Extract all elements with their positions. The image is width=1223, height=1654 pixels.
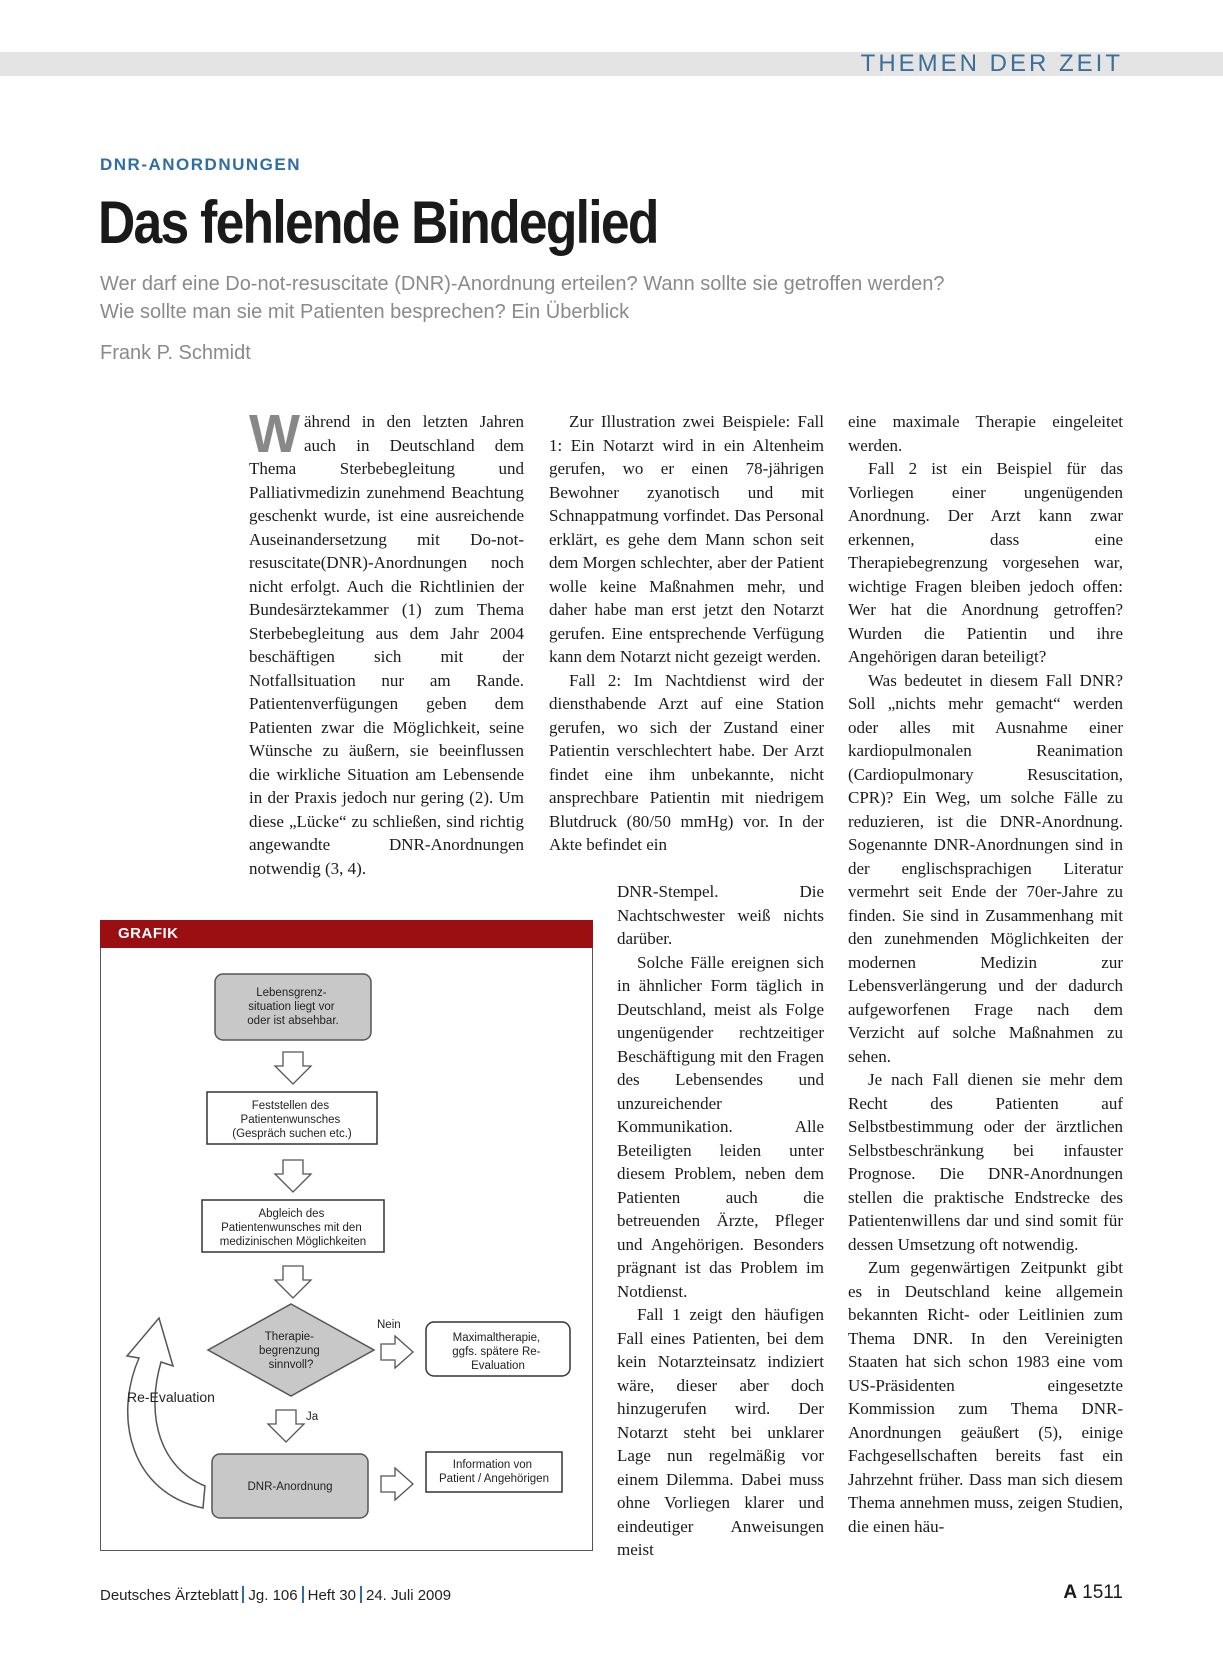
paragraph: [249, 404, 524, 880]
text-line: Information von: [452, 1459, 533, 1471]
label-nein: Nein: [377, 1319, 401, 1331]
figure-body: [100, 948, 593, 1551]
body-column-2-top: [549, 410, 824, 857]
text-line: Patient / Angehörigen: [439, 1473, 549, 1485]
text-line: Evaluation: [471, 1360, 525, 1372]
arrow-down: [268, 1410, 304, 1442]
article-kicker: DNR-ANORDNUNGEN: [100, 155, 301, 174]
flowchart-figure: [100, 920, 593, 1552]
paragraph-text: ährend in den letzten Jahren auch in Deutschland dem Thema Sterbebegleitung und Palliativmedizin zunehmend Beachtung geschenkt wurde, ist eine ausreichende Auseinandersetzung mit Do-not-resuscitate(DNR)-Anordnungen noch nicht erfolgt. Auch die Richtlinien der Bundesärztekammer (1) zum Thema Sterbebegleitung aus dem Jahr 2004 beschäftigen sich mit der Notfallsituation nur am Rande. Patientenverfügungen geben dem Patienten zwar die Möglichkeit, seine Wünsche zu äußern, sie beeinflussen die wirkliche Situation am Lebensende in der Praxis jedoch nur gering (2). Um diese „Lücke“ zu schließen, sind richtig angewandte DNR-Anordnungen notwendig (3, 4).: [249, 412, 524, 878]
text-line: Therapie-: [264, 1331, 315, 1343]
paragraph: Je nach Fall dienen sie mehr dem Recht des Patienten auf Selbstbestimmung oder der ärztlichen Selbstbeschränkung bei infauster Prognose. Die DNR-Anordnungen stellen die praktische Endstrecke des Patientenwillens dar und sind somit für dessen Umsetzung oft notwendig.: [848, 1070, 1123, 1254]
journal-issue: Heft 30: [307, 1587, 356, 1604]
text-line: oder ist absehbar.: [247, 1015, 339, 1027]
page-number: [1063, 1582, 1123, 1604]
arrow-down: [275, 1052, 311, 1084]
text-line: Patientenwunsches: [240, 1114, 341, 1126]
paragraph: Solche Fälle ereignen sich in ähnlicher Form täglich in Deutschland, meist als Folge ungenügender rechtzeitiger Beschäftigung mit den Fragen des Lebensendes und unzureichender Kommunikation. Alle Beteiligten leiden unter diesem Problem, neben dem Patienten auch die betreuenden Ärzte, Pfleger und Angehörigen. Besonders prägnant ist das Problem im Notdienst.: [617, 952, 824, 1301]
paragraph: Zum gegenwärtigen Zeitpunkt gibt es in Deutschland keine allgemein bekannten Richt- oder Leitlinien zum Thema DNR. In den Vereinigten Staaten hat sich schon 1983 eine vom US-Präsidenten eingesetzte Kommission zum Thema DNR-Anordnungen geäußert (5), einige Fachgesellschaften bereits fast ein Jahrzehnt früher. Dass man sich diesem Thema annehmen muss, zeigen Studien, die einen häu-: [848, 1258, 1123, 1536]
journal-volume: Jg. 106: [248, 1587, 298, 1604]
box-lebensgrenzsituation-text: [247, 987, 338, 1027]
page-prefix: A: [1063, 1582, 1078, 1603]
separator: [360, 1586, 362, 1603]
text-line: Maximaltherapie,: [452, 1332, 541, 1344]
paragraph: Fall 1 zeigt den häufigen Fall eines Patienten, bei dem kein Notarzteinsatz indiziert wäre, dieser aber doch hinzugerufen wird. Der Notarzt steht bei unklarer Lage nun regelmäßig vor einem Dilemma. Dabei muss ohne Vorliegen klarer und eindeutiger Anweisungen meist: [617, 1305, 824, 1559]
text-line: (Gespräch suchen etc.): [232, 1128, 352, 1140]
body-column-1: [249, 404, 524, 880]
page-footer: [100, 1586, 451, 1604]
arrow-right: [381, 1336, 413, 1368]
article-title: Das fehlende Bindeglied: [98, 189, 658, 256]
flowchart-svg: [101, 948, 592, 1550]
text-line: begrenzung: [259, 1345, 320, 1357]
label-reevaluation: Re-Evaluation: [127, 1389, 215, 1405]
subtitle-line-2: Wie sollte man sie mit Patienten besprechen? Ein Überblick: [100, 301, 630, 323]
paragraph: eine maximale Therapie eingeleitet werden.: [848, 412, 1123, 455]
arrow-down: [275, 1266, 311, 1298]
body-column-3: [848, 410, 1123, 1538]
paragraph: Fall 2: Im Nachtdienst wird der diensthabende Arzt auf eine Station gerufen, wo sich der Zustand einer Patientin verschlechtert habe. Der Arzt findet eine ihm unbekannte, nicht ansprechbare Patientin mit niedrigem Blutdruck (80/50 mmHg) vor. In der Akte befindet ein: [549, 670, 824, 854]
section-label: THEMEN DER ZEIT: [860, 50, 1123, 77]
dropcap: W: [249, 404, 300, 464]
arrow-down: [275, 1160, 311, 1192]
text-line: sinnvoll?: [268, 1359, 314, 1371]
reevaluation-arrow: [127, 1318, 205, 1508]
paragraph: Was bedeutet in diesem Fall DNR? Soll „nichts mehr gemacht“ werden oder alles mit Ausnahme einer kardiopulmonalen Reanimation (Cardiopulmonary Resuscitation, CPR)? Ein Weg, um solche Fälle zu reduzieren, ist die DNR-Anordnung. Sogenannte DNR-Anordnungen sind in der englischsprachigen Literatur vermehrt seit Ende der 70er-Jahre zu finden. Sie sind in Zusammenhang mit den zunehmenden Möglichkeiten der modernen Medizin zur Lebensverlängerung und der dadurch aufgeworfenen Frage nach dem Verzicht auf solche Maßnahmen zu sehen.: [848, 670, 1123, 1066]
paragraph: Fall 2 ist ein Beispiel für das Vorliegen einer ungenügenden Anordnung. Der Arzt kann zwar erkennen, dass eine Therapiebegrenzung vorgesehen war, wichtige Fragen bleiben jedoch offen: Wer hat die Anordnung getroffen? Wurden die Patientin und ihre Angehörigen daran beteiligt?: [848, 459, 1123, 666]
arrow-right: [381, 1468, 413, 1500]
separator: [302, 1586, 304, 1603]
journal-date: 24. Juli 2009: [366, 1587, 452, 1604]
text-line: Lebensgrenz-: [256, 987, 327, 999]
subtitle-line-1: Wer darf eine Do-not-resuscitate (DNR)-Anordnung erteilen? Wann sollte sie getroffen werden?: [100, 273, 945, 295]
text-line: Abgleich des: [258, 1208, 325, 1220]
paragraph: DNR-Stempel. Die Nachtschwester weiß nichts darüber.: [617, 882, 824, 948]
text-line: medizinischen Möglichkeiten: [219, 1236, 367, 1248]
body-column-2-bottom: [617, 880, 824, 1562]
box-information: [426, 1452, 562, 1492]
paragraph: Zur Illustration zwei Beispiele: Fall 1: Ein Notarzt wird in ein Altenheim gerufen, wo er einen 78-jährigen Bewohner zyanotisch und mit Schnappatmung vorfindet. Das Personal erklärt, es gehe dem Mann schon seit dem Morgen schlechter, aber der Patient wolle keine Maßnahmen mehr, und daher habe man erst jetzt den Notarzt gerufen. Eine entsprechende Verfügung kann dem Notarzt nicht gezeigt werden.: [549, 412, 824, 666]
box-dnr-anordnung-text: DNR-Anordnung: [247, 1481, 333, 1493]
text-line: situation liegt vor: [248, 1001, 335, 1013]
label-ja: Ja: [306, 1411, 319, 1423]
text-line: ggfs. spätere Re-: [452, 1346, 541, 1358]
page-number-value: 1511: [1082, 1582, 1123, 1603]
journal-name: Deutsches Ärzteblatt: [100, 1587, 239, 1604]
article-author: Frank P. Schmidt: [100, 342, 251, 364]
text-line: Feststellen des: [251, 1100, 330, 1112]
text-line: Patientenwunsches mit den: [221, 1222, 362, 1234]
figure-header: GRAFIK: [100, 920, 593, 948]
article-subtitle: [100, 270, 1120, 326]
separator: [242, 1586, 244, 1603]
